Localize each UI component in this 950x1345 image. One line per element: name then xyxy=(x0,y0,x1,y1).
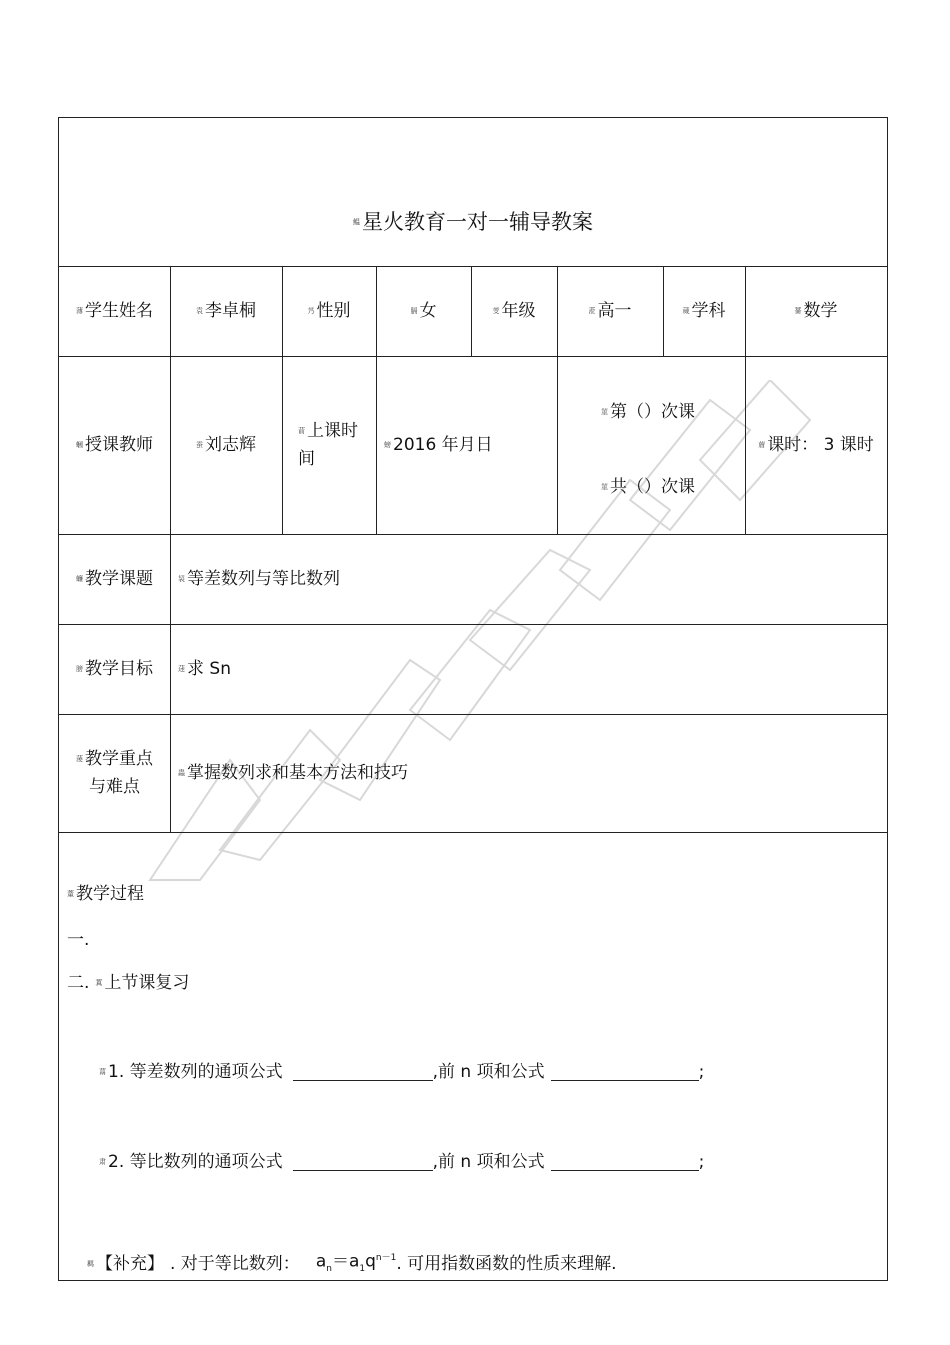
lesson-total: 共（）次课 xyxy=(610,476,695,497)
student-label-cell: 薄 学生姓名 xyxy=(59,266,170,356)
goal-value: 求 Sn xyxy=(187,659,231,679)
focus-label-cell: 蔆 教学重点 与难点 xyxy=(59,714,170,832)
lesson-no: 第（）次课 xyxy=(610,401,695,422)
answer-blank[interactable] xyxy=(293,1064,433,1081)
date-cell: 螃 2016 年月日 xyxy=(376,356,557,534)
grade-label-cell: 芰 年级 xyxy=(471,266,557,356)
hours-value: 课时： 3 课时 xyxy=(767,435,874,455)
process-heading: 蕫 教学过程 xyxy=(67,880,144,908)
question-2: 肃 2. 等比数列的通项公式 ,前 n 项和公式 ; xyxy=(99,1152,705,1172)
process-heading-text: 教学过程 xyxy=(76,884,144,904)
answer-blank[interactable] xyxy=(551,1064,699,1081)
process-item-2-text: 上节课复习 xyxy=(104,973,190,993)
student-label: 学生姓名 xyxy=(85,301,153,321)
subject-label-cell: 蒇 学科 xyxy=(663,266,745,356)
time-label: 上课时间 xyxy=(298,421,358,469)
header-title-cell: 鰛 星火教育一对一辅导教案 xyxy=(353,210,593,234)
grade-label: 年级 xyxy=(501,301,536,321)
question-1: 蒚 1. 等差数列的通项公式 ,前 n 项和公式 ; xyxy=(99,1062,705,1082)
page-title: 星火教育一对一辅导教案 xyxy=(362,210,593,234)
subject-value-cell: 薔 数学 xyxy=(745,266,887,356)
supplement-note: 羁 【补充】 . 对于等比数列： $a_n=a_1q^{n-1}$ . 可用指数函数的性质来理解. xyxy=(87,1250,617,1278)
topic-label-cell: 蠊 教学课题 xyxy=(59,534,170,624)
process-item-1: 一. xyxy=(67,930,90,950)
grade-value: 高一 xyxy=(597,301,632,321)
lesson-plan-table xyxy=(58,117,888,1281)
time-label-cell: 葥 上课时间 xyxy=(298,421,358,469)
teacher-label: 授课教师 xyxy=(85,435,153,455)
goal-value-cell: 蒁 求 Sn xyxy=(170,624,887,714)
topic-value: 等差数列与等比数列 xyxy=(187,569,340,589)
focus-label-line1: 教学重点 xyxy=(85,749,153,769)
gender-label: 性别 xyxy=(316,301,351,321)
date-value: 2016 年月日 xyxy=(393,435,493,455)
gender-label-cell: 艿 性别 xyxy=(282,266,376,356)
answer-blank[interactable] xyxy=(293,1154,433,1171)
focus-label-line2: 与难点 xyxy=(89,777,140,797)
goal-label-cell: 膀 教学目标 xyxy=(59,624,170,714)
gender-value: 女 xyxy=(419,301,437,321)
teacher-value: 刘志辉 xyxy=(205,435,256,455)
process-item-2: 二. 蒖 上节课复习 xyxy=(67,969,189,997)
teacher-value-cell: 蚕 刘志辉 xyxy=(170,356,282,534)
hours-cell: 葿 课时： 3 课时 xyxy=(745,356,887,534)
subject-label: 学科 xyxy=(691,301,726,321)
teacher-label-cell: 蟈 授课教师 xyxy=(59,356,170,534)
student-value: 李卓桐 xyxy=(205,301,256,321)
subject-value: 数学 xyxy=(803,301,838,321)
goal-label: 教学目标 xyxy=(85,659,153,679)
student-value-cell: 袁 李卓桐 xyxy=(170,266,282,356)
gender-value-cell: 膈 女 xyxy=(376,266,471,356)
focus-value: 掌握数列求和基本方法和技巧 xyxy=(187,763,408,783)
grade-value-cell: 蒞 高一 xyxy=(557,266,663,356)
formula: $a_n=a_1q^{n-1}$ xyxy=(315,1252,397,1275)
lesson-count-cell: 莁 第（）次课 莁 共（）次课 xyxy=(601,401,695,497)
focus-value-cell: 蟲 掌握数列求和基本方法和技巧 xyxy=(170,714,887,832)
answer-blank[interactable] xyxy=(551,1154,699,1171)
topic-label: 教学课题 xyxy=(85,569,153,589)
topic-value-cell: 袃 等差数列与等比数列 xyxy=(170,534,887,624)
